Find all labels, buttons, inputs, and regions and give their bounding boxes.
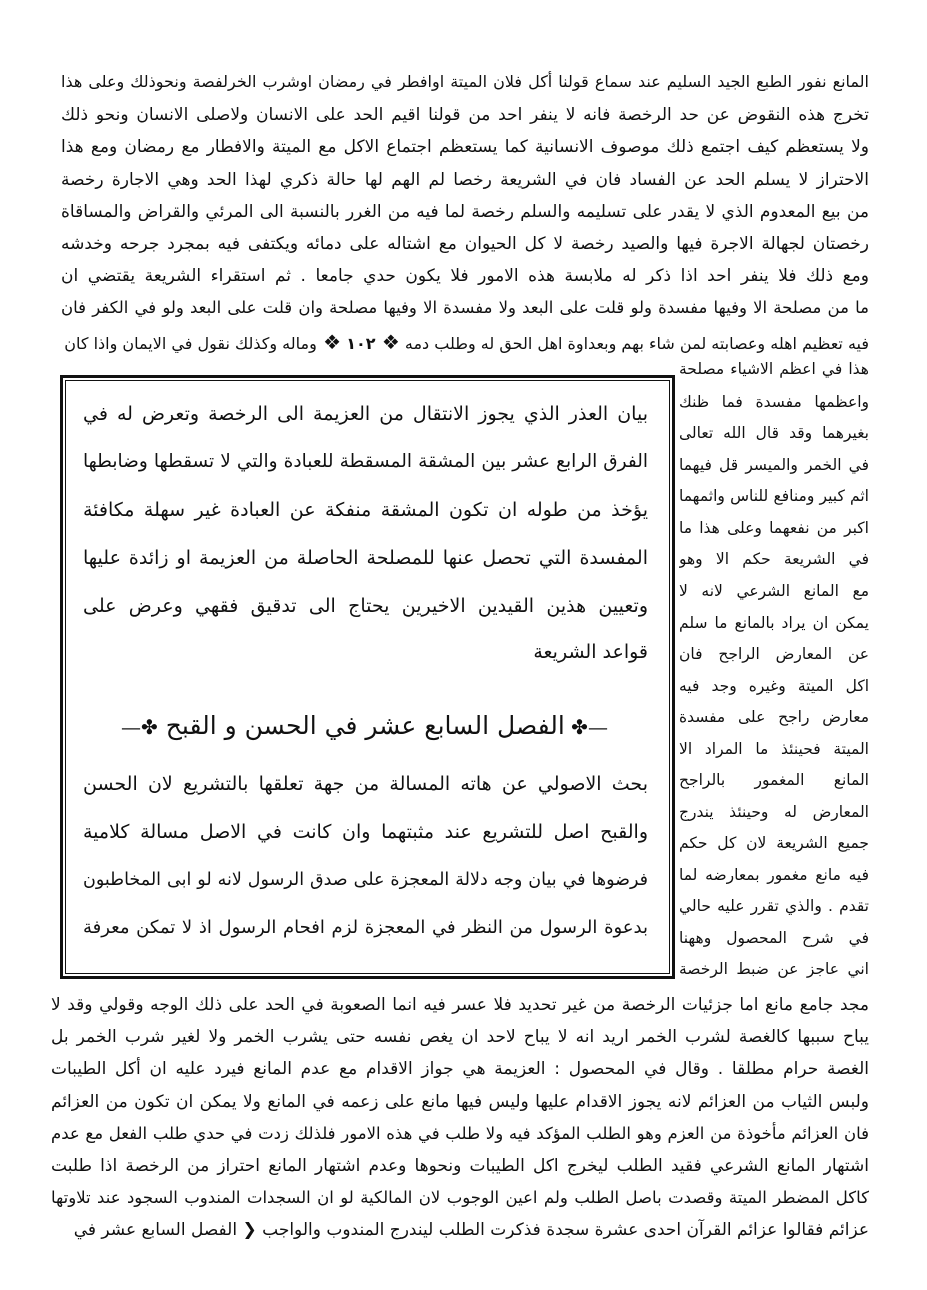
text-line: كاكل المضطر الميتة وقصدت باصل الطلب ولم اعين الوجوب لان المالكية لو ان السجدات المندوب السجود عند تلاوتها	[51, 1188, 869, 1207]
side-line: عن المعارض الراجح فان	[679, 645, 869, 663]
side-line: في الخمر والميسر قل فيهما	[679, 456, 869, 474]
ornament-icon: ❖	[316, 330, 342, 354]
side-line: اكل الميتة وغيره وجد فيه	[679, 677, 869, 695]
text-line: ولبس الثياب من العزائم لانه يجوز الاقدام عليها وليس فيها مانع على زعمه في المانع ولا يمكن ان تكون من العزائم	[51, 1092, 869, 1112]
text-line: الغصة حرام مطلقا . وقال في المحصول : العزيمة هي جواز الاقدام مع عدم المانع فيرد عليه ان أكل الطيبات	[51, 1059, 869, 1079]
text-line: فان العزائم مأخوذة من العزم وهو الطلب المؤكد فيه ولا طلب في هذه الامور فلذلك زدت في حدي طلب الفعل مع عدم	[51, 1124, 869, 1143]
side-line: تقدم . والذي تقرر عليه حالي	[679, 897, 869, 915]
box-line: الفرق الرابع عشر بين المشقة المسقطة للعبادة والتي لا تسقطها وضابطها	[83, 451, 648, 472]
box-line: المفسدة التي تحصل عنها للمصلحة الحاصلة من العزيمة او زائدة عليها	[83, 547, 648, 569]
framed-box	[60, 375, 675, 979]
box-line: بيان العذر الذي يجوز الانتقال من العزيمة الى الرخصة وتعرض له في	[83, 403, 648, 425]
text-fragment: عزائم فقالوا عزائم القرآن احدى عشرة سجدة فذكرت الطلب ليندرج المندوب والواجب	[262, 1220, 869, 1240]
text-line-with-page-number	[61, 330, 869, 356]
text-fragment: فيه تعظيم اهله وعصابته لمن شاء بهم وبعداوة اهل الحق له وطلب دمه	[404, 334, 869, 353]
side-line: جميع الشريعة لان كل حكم	[679, 834, 869, 852]
text-line: تخرج هذه النقوض عن حد الرخصة فانه لا ينفر احد من قولنا اقيم الحد على الانسان ولاصلى الانسان ونحو ذلك	[61, 105, 869, 125]
box-line: يؤخذ من طوله ان تكون المشقة منفكة عن العبادة غير سهلة مكافئة	[83, 499, 648, 521]
text-line: ولا يستعظم كيف اجتمع ذلك موصوف الانسانية كما يستعظم اجتماع الاكل مع الميتة والافطار مع رمضان ومع هذا	[61, 137, 869, 157]
section-title: الفصل السابع عشر في الحسن و القبح	[165, 711, 565, 740]
side-line: فيه مانع مغمور بمعارضه لما	[679, 866, 869, 884]
section-ref: الفصل السابع عشر في	[73, 1220, 238, 1240]
text-fragment: وماله وكذلك نقول في الايمان واذا كان	[64, 334, 317, 353]
text-line: المانع نفور الطبع الجيد السليم عند سماع قولنا أكل فلان الميتة اوافطر في رمضان اوشرب الخرلفصة ونحوذلك وعلى هذا	[61, 72, 869, 91]
side-line: هذا في اعظم الاشياء مصلحة	[679, 360, 869, 378]
box-line: والقبح اصل للتشريع عند مثبتهما وان كانت في الاصل مسالة كلامية	[83, 821, 648, 843]
text-line: من بيع المعدوم الذي لا يقدر على تسليمه والسلم رخصة لما فيه من الغرر بالنسبة الى المرئي والقراض والمساقاة	[61, 202, 869, 222]
ornament-icon: —✤	[564, 715, 608, 739]
text-line: يباح سببها كالغصة لشرب الخمر اريد انه لا يباح لاحد ان يغص نفسه حتى يشرب الخمر ولا لغير شرب الخمر بل	[51, 1027, 869, 1047]
side-line: يمكن ان يراد بالمانع ما سلم	[679, 614, 869, 632]
side-line: اني عاجز عن ضبط الرخصة	[679, 960, 869, 978]
side-line: مع المانع الشرعي لانه لا	[679, 582, 869, 600]
section-heading	[77, 706, 652, 747]
text-line: اشتهار المانع الشرعي فقيد الطلب ليخرج اكل الطيبات ونحوها وعدم اشتهار المانع احتراز من الرخصة اذا طلبت	[51, 1156, 869, 1176]
side-line: بغيرهما وقد قال الله تعالى	[679, 424, 869, 442]
open-bracket-icon: ❮	[237, 1220, 257, 1240]
box-line: بحث الاصولي عن هاته المسالة من جهة تعلقها بالتشريع لان الحسن	[83, 773, 648, 795]
box-line: بدعوة الرسول من النظر في المعجزة لزم افحام الرسول اذ لا تمكن معرفة	[83, 917, 648, 938]
text-line: ومع ذلك فلا ينفر احد اذا ذكر له ملابسة هذه الامور فلا يكون حدي جامعا . ثم استقراء الشريعة يقتضي ان	[61, 266, 869, 286]
side-line: معارض راجح على مفسدة	[679, 708, 869, 726]
page-number: ١٠٢	[346, 334, 376, 353]
box-line: فرضوها في بيان وجه دلالة المعجزة على صدق الرسول لانه لو ابى المخاطبون	[83, 870, 648, 890]
side-line: الميتة فحينئذ ما المراد الا	[679, 740, 869, 758]
ornament-icon: ✤—	[121, 715, 158, 739]
text-line: ما من مصلحة الا وفيها مفسدة ولو قلت على البعد ولا مفسدة الا وفيها مصلحة وان قلت على البعد ولو في الكفر فان	[61, 298, 869, 317]
side-line: واعظمها مفسدة فما ظنك	[679, 393, 869, 411]
text-line: رخصتان لجهالة الاجرة فيها والصيد رخصة لا كل الحيوان مع اشتاله على دمائه ويكتفى فيه بمجرد جرحه وخدشه	[61, 234, 869, 254]
text-line-with-section-ref	[51, 1218, 869, 1242]
side-line: في شرح المحصول وههنا	[679, 929, 869, 947]
side-line: في الشريعة حكم الا وهو	[679, 550, 869, 568]
box-line: وتعيين هذين القيدين الاخيرين يحتاج الى تدقيق فقهي وعرض على	[83, 595, 648, 617]
side-line: اثم كبير ومنافع للناس واثمهما	[679, 487, 869, 505]
side-line: المعارض له وحينئذ يندرج	[679, 803, 869, 821]
ornament-icon: ❖	[375, 330, 400, 354]
text-line: مجد جامع مانع اما جزئيات الرخصة من غير تحديد فلا عسر فيه انما الصعوبة في الحد على ذلك الوجه وقولي وقد لا	[51, 995, 869, 1015]
box-line: قواعد الشريعة	[533, 641, 648, 663]
text-line: الاحتراز لا يسلم الحد عن الفساد فان في الشريعة رخصا لم الهم لها حالة ذكري لهذا الحد وهي الاجارة رخصة	[61, 170, 869, 190]
side-line: المانع المغمور بالراجح	[679, 771, 869, 789]
side-line: اكبر من نفعهما وعلى هذا ما	[679, 519, 869, 537]
